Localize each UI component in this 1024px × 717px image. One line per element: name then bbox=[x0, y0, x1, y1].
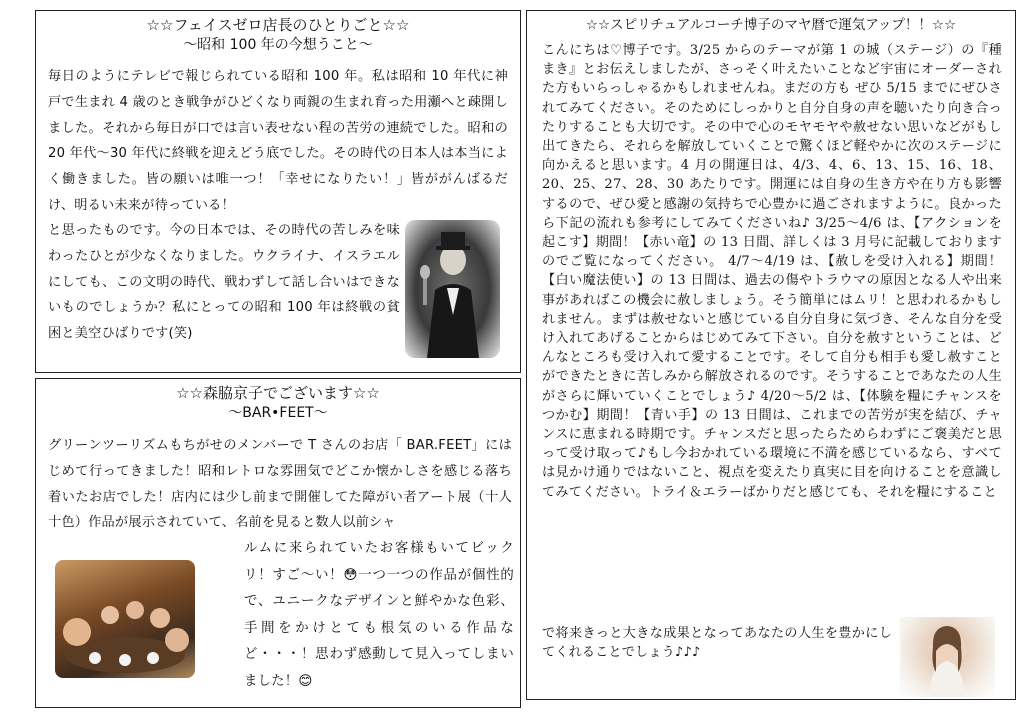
singer-photo bbox=[405, 220, 500, 358]
article-title: ☆☆スピリチュアルコーチ博子のマヤ暦で運気アップ！！☆☆ bbox=[585, 17, 957, 33]
coach-portrait-photo bbox=[900, 617, 995, 697]
article-body-continued: ルムに来られていたお客様もいてビックリ！すご～い！😳一つ一つの作品が個性的で、ユニークなデザインと鮮やかな色彩、手間をかけとても根気のいる作品など・・・！思わず感動して見入ってしまいました！😊 bbox=[244, 541, 514, 689]
article-body: グリーンツーリズムもちがせのメンバーで T さんのお店「 BAR.FEET」にはじめて行ってきました！昭和レトロな雰囲気でどこか懐かしさを感じる落ち着いたお店でした！店内には少し前まで開催してた障がい者アート展（十人十色）作品が展示されていて、名前を見ると数人以前シャ bbox=[48, 438, 512, 531]
article-subtitle: ～昭和 100 年の今想うこと～ bbox=[183, 37, 373, 53]
article-body: 毎日のようにテレビで報じられている昭和 100 年。私は昭和 10 年代に神戸で生まれ 4 歳のとき戦争がひどくなり両親の生まれ育った用瀬へと疎開しました。それから毎日が口では言い表せない程の苦労の連続でした。昭和の 20 年代～30 年代に終戦を迎えどう底でした。その時代の日本人は本当によく働きました。皆の願いは唯一つ！「幸せになりたい！」皆ががんばるだけ、明るい未来が待っている！ bbox=[48, 69, 508, 213]
article-body: こんにちは♡博子です。3/25 からのテーマが第 1 の城（ステージ）の『種まき』とお伝えしましたが、さっそく叶えたいことなど宇宙にオーダーされた方もいらっしゃるかもしれませんね。まだの方も ぜひ 5/15 までにぜひされてみてください。そのためにしっかりと自分自身の声を聴いたり向き合ったりすることも大切です。その中で心のモヤモヤや赦せない思いなどがもし出てきたら、それらを解放していくことで驚くほど軽やかに次のステージに向かえると思います。4 月の開運日は、4/3、4、6、13、15、16、18、20、25、27、28、30 あたりです。開運には自身の生き方や在り方も影響するので、ぜひ愛と感謝の気持ちで心豊かに過ごされますように。良かったら下記の流れも参考にしてみてくださいね♪ 3/25～4/6 は、【アクションを起こす】期間！【赤い竜】の 13 日間、詳しくは 3 月号に記載しておりますのでご覧になってください。 4/7～4/19 は、【赦しを受け入れる】期間！【白い魔法使い】の 13 日間は、過去の傷やトラウマの原因となる人や出来事があればこの機会に赦しましょう。そう簡単にはムリ！と思われるかもしれません。まずは赦せないと感じている自分自身に気づき、そんな自分を受け入れてあげることからはじめてみて下さい。自分を赦すということは、どんなところも受け入れて愛することです。そして自分も相手も愛し赦すことができたときに苦しみから解放されるのです。そうすることであなたの人生がさらに輝いていくことでしょう♪ 4/20～5/2 は、【体験を糧にチャンスをつかむ】期間！【青い手】の 13 日間は、これまでの苦労が実を結び、チャンスに恵まれる時期です。チャンスだと思ったらためらわずにご褒美だと思って受け取って♪もし今おかれている環境に不満を感じているなら、すべては見かけ通りではないこと、視点を変えたり真実に目を向けることを意識してみてください。トライ＆エラーばかりだと感じても、それを糧にすること bbox=[542, 43, 1002, 500]
article-maya-calendar bbox=[526, 10, 1016, 700]
article-body-end: で将来きっと大きな成果となってあなたの人生を豊かにしてくれることでしょう♪♪♪ bbox=[542, 626, 892, 661]
article-body-continued: と思ったものです。今の日本では、その時代の苦しみを味わったひとが少なくなりました。ウクライナ、イスラエルにしても、この文明の時代、戦わずして話し合いはできないものでしょうか？私にとっての昭和 100 年は終戦の貧困と美空ひばりです(笑) bbox=[48, 223, 400, 342]
article-title: ☆☆森脇京子でございます☆☆ bbox=[176, 384, 380, 402]
article-title: ☆☆フェイスゼロ店長のひとりごと☆☆ bbox=[146, 16, 410, 34]
article-subtitle: ～BAR•FEET～ bbox=[228, 405, 328, 421]
group-dinner-photo bbox=[55, 560, 195, 678]
